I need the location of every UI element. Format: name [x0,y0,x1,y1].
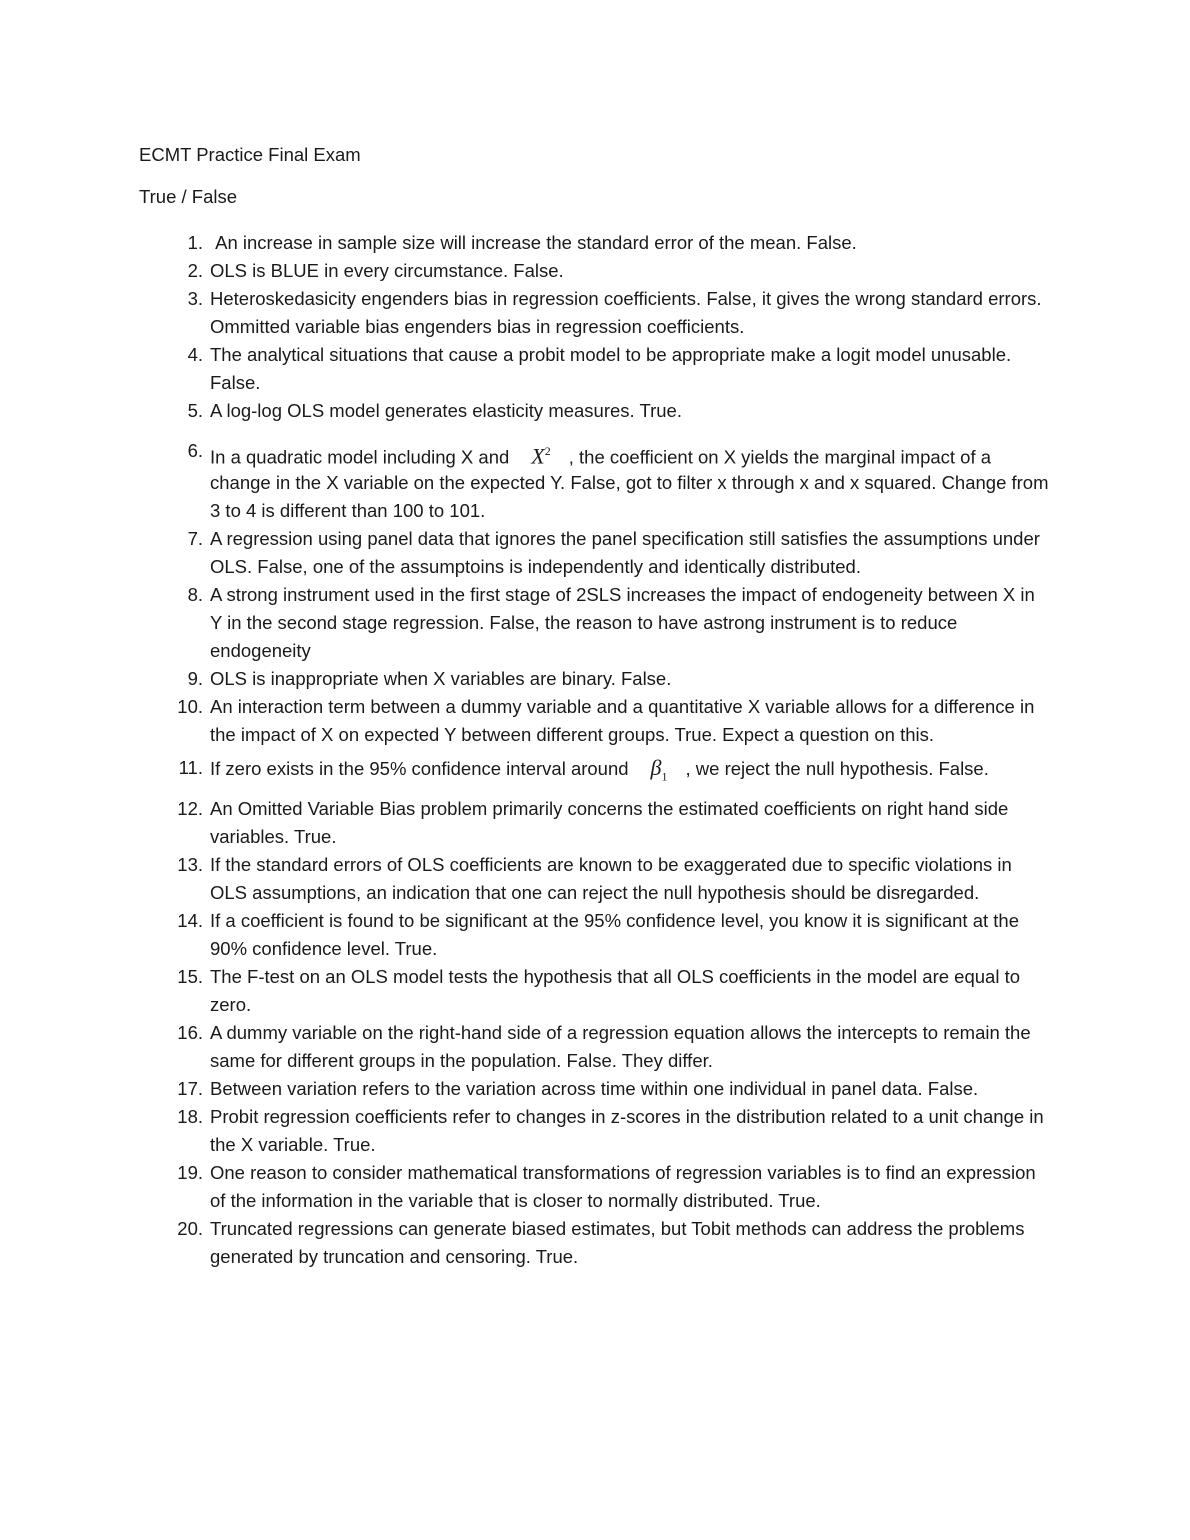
list-item [0,693,1190,749]
item-number: 6. [187,440,203,461]
item-number: 4. [187,344,203,365]
list-item [0,397,1190,425]
math-base: X [531,443,545,469]
document-title: ECMT Practice Final Exam [139,144,361,165]
list-item [0,963,1190,1019]
math-base: β [650,755,662,780]
item-number: 15. [177,966,203,988]
list-item [0,257,1190,285]
item-text: A log-log OLS model generates elasticity measures. True. [210,400,682,421]
list-item [0,1215,1190,1271]
item-number: 5. [187,400,203,421]
item-text: In a quadratic model including X and [210,446,510,468]
item-text: A regression using panel data that ignores the panel specification still satisfies the assumptions under OLS. False, one of the assumptoins is independently and identically distributed. [210,528,1040,577]
item-text: If a coefficient is found to be significant at the 95% confidence level, you know it is significant at the 90% confidence level. True. [210,910,1019,960]
list-item [0,1075,1190,1103]
list-item [0,581,1190,665]
item-text: Heteroskedasicity engenders bias in regression coefficients. False, it gives the wrong standard errors. Ommitted variable bias engenders bias in regression coefficients. [210,288,1042,337]
list-item [0,1159,1190,1215]
item-text: A strong instrument used in the first stage of 2SLS increases the impact of endogeneity between X in Y in the second stage regression. False, the reason to have astrong instrument is to reduce endogeneity [210,584,1035,661]
item-text-continued: , we reject the null hypothesis. False. [685,758,989,779]
item-text: Between variation refers to the variation across time within one individual in panel data. False. [210,1078,979,1100]
math-x-squared [531,433,550,474]
item-number: 17. [177,1078,203,1100]
item-text: An interaction term between a dummy variable and a quantitative X variable allows for a difference in the impact of X on expected Y between different groups. True. Expect a question on this. [210,696,1035,745]
item-number: 19. [177,1162,203,1184]
list-item [0,525,1190,581]
item-text: Truncated regressions can generate biased estimates, but Tobit methods can address the problems generated by truncation and censoring. True. [210,1218,1025,1268]
list-item [0,795,1190,851]
math-superscript: 2 [544,444,551,458]
item-text: The F-test on an OLS model tests the hypothesis that all OLS coefficients in the model are equal to zero. [210,966,1020,1016]
item-text: Probit regression coefficients refer to changes in z-scores in the distribution related to a unit change in the X variable. True. [210,1106,1044,1156]
item-text: An increase in sample size will increase the standard error of the mean. False. [210,232,857,253]
list-item [0,1019,1190,1075]
math-subscript: 1 [661,769,668,784]
item-number: 14. [177,910,203,932]
item-number: 16. [177,1022,203,1044]
item-text: If the standard errors of OLS coefficients are known to be exaggerated due to specific violations in OLS assumptions, an indication that one can reject the null hypothesis should be disregarded. [210,854,1012,904]
item-number: 1. [187,232,203,253]
item-number: 18. [177,1106,203,1128]
item-text: An Omitted Variable Bias problem primarily concerns the estimated coefficients on right hand side variables. True. [210,798,1009,848]
item-number: 3. [187,288,203,309]
math-beta-1 [651,751,668,793]
list-item [0,665,1190,693]
list-item [0,751,1190,793]
item-text: OLS is BLUE in every circumstance. False. [210,260,564,281]
list-item [0,851,1190,907]
item-text-rest: change in the X variable on the expected Y. False, got to filter x through x and x squared. Change from 3 to 4 is different than 100 to 101. [210,472,1049,521]
item-number: 11. [178,757,203,778]
list-item [0,341,1190,397]
question-list [0,229,1190,1271]
item-number: 12. [177,798,203,820]
item-text-continued: , the coefficient on X yields the marginal impact of a [568,446,992,468]
list-item [0,907,1190,963]
item-text: OLS is inappropriate when X variables are binary. False. [210,668,672,689]
item-number: 10. [177,696,203,717]
item-number: 8. [187,584,203,605]
item-text: The analytical situations that cause a probit model to be appropriate make a logit model unusable. False. [210,344,1012,393]
section-heading: True / False [139,186,238,207]
item-number: 9. [187,668,203,689]
item-text: If zero exists in the 95% confidence interval around [210,758,629,779]
item-text: One reason to consider mathematical transformations of regression variables is to find an expression of the information in the variable that is closer to normally distributed. True. [210,1162,1036,1212]
item-text: A dummy variable on the right-hand side of a regression equation allows the intercepts to remain the same for different groups in the population. False. They differ. [210,1022,1031,1072]
list-item [0,229,1190,257]
item-number: 20. [177,1218,203,1240]
list-item [0,425,1190,525]
item-number: 7. [187,528,203,549]
item-number: 13. [177,854,203,876]
list-item [0,285,1190,341]
list-item [0,1103,1190,1159]
item-number: 2. [187,260,203,281]
